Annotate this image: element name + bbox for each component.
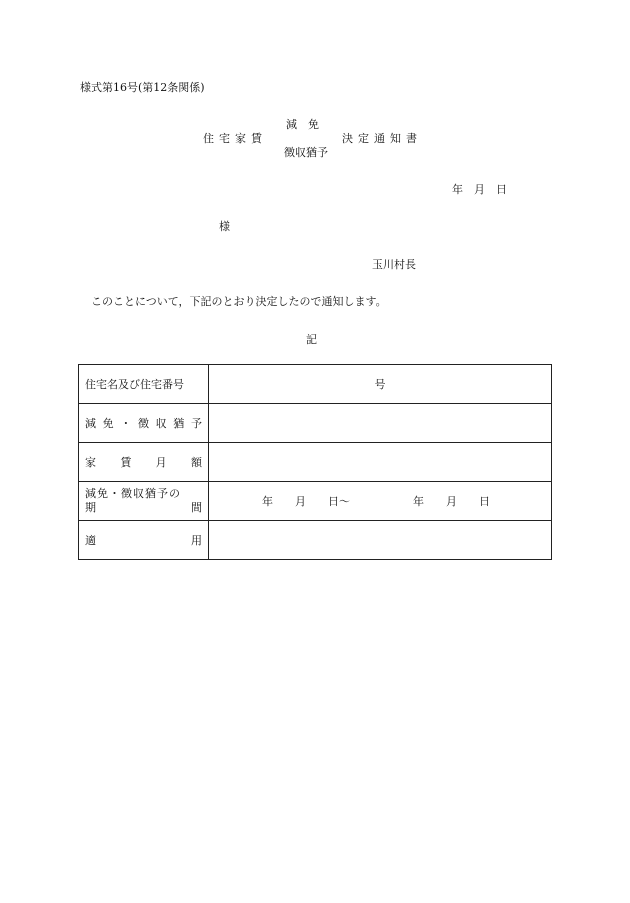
sender-name: 玉川村長 [372, 258, 416, 271]
form-number: 様式第16号(第12条関係) [80, 81, 205, 94]
notes-label: 適 用 [79, 521, 209, 560]
ki-heading: 記 [306, 333, 317, 346]
notes-value [209, 521, 552, 560]
table-row [79, 521, 552, 560]
address-label: 住宅名及び住宅番号 [79, 365, 209, 404]
title-suffix: 決定通知書 [342, 132, 422, 145]
body-text: このことについて，下記のとおり決定したので通知します。 [91, 295, 387, 308]
table-row [79, 404, 552, 443]
address-value: 号 [209, 365, 552, 404]
addressee-suffix: 様 [219, 220, 230, 233]
decision-table [78, 364, 552, 560]
table-row [79, 365, 552, 404]
issue-date: 年 月 日 [452, 183, 507, 196]
rent-label: 家 賃 月 額 [79, 443, 209, 482]
period-start: 年 月 日〜 [262, 495, 350, 508]
period-value [209, 482, 552, 521]
period-end: 年 月 日 [413, 495, 490, 508]
rent-value [209, 443, 552, 482]
type-label: 減 免 ・ 徴 収 猶 予 [79, 404, 209, 443]
title-option-deferral: 徴収猶予 [284, 146, 328, 159]
title-option-reduction: 減 免 [286, 118, 319, 131]
type-value [209, 404, 552, 443]
table-row [79, 443, 552, 482]
title-prefix: 住宅家賃 [203, 132, 267, 145]
period-label: 減免・徴収猶予の 期 間 [79, 482, 209, 521]
table-row [79, 482, 552, 521]
